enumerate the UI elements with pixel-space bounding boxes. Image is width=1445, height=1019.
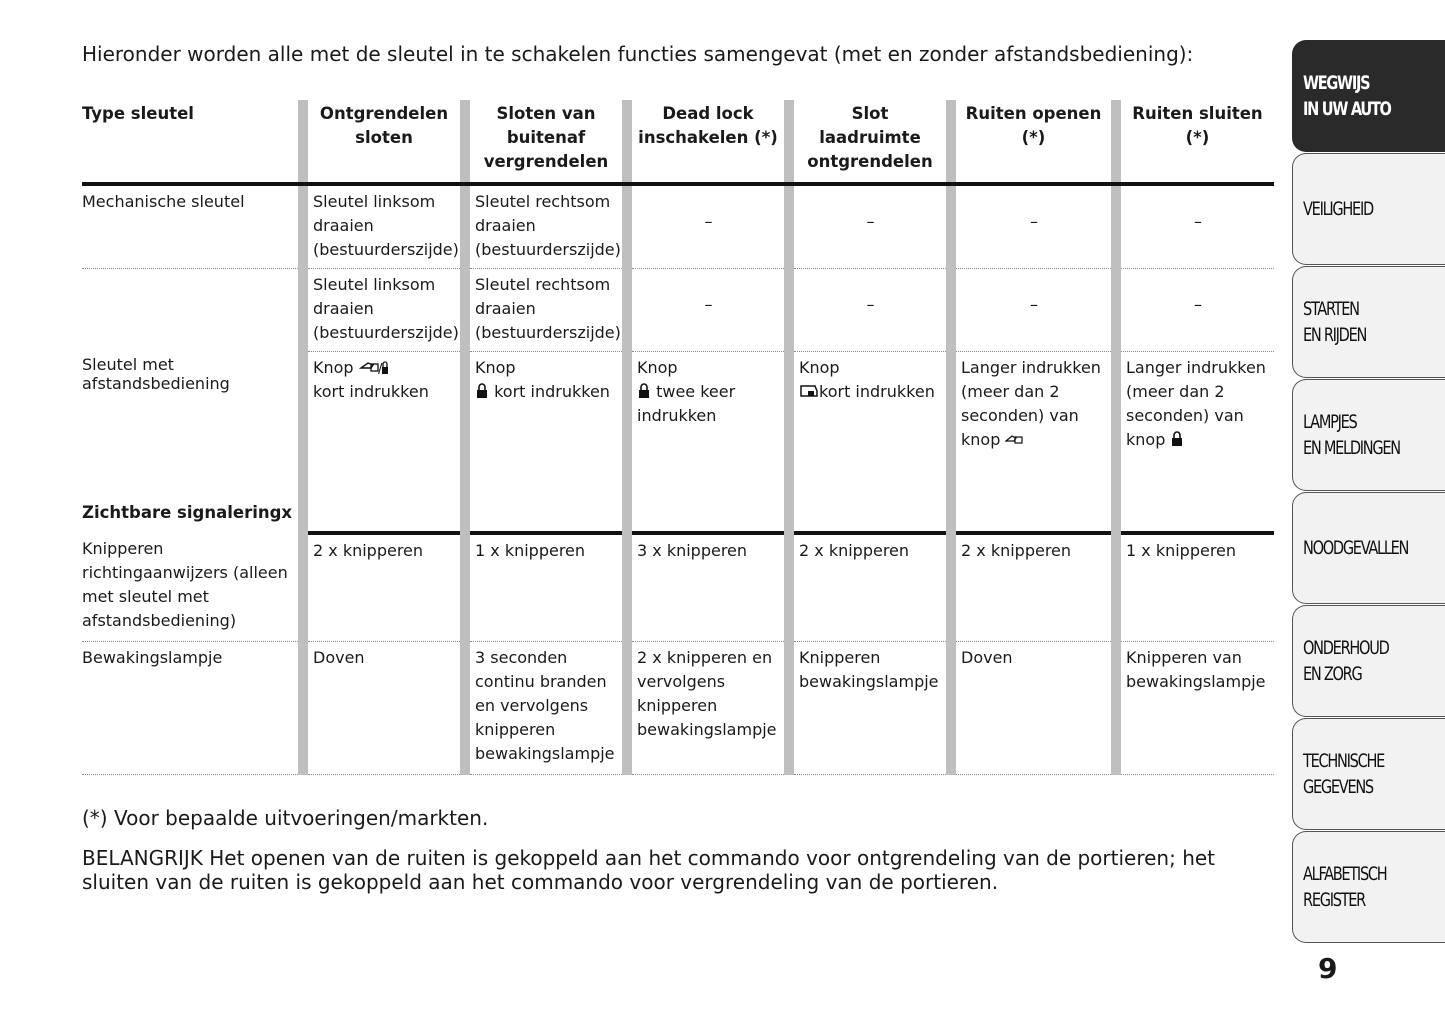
signaling-label: Zichtbare signaleringx bbox=[82, 503, 293, 522]
padlock-icon bbox=[475, 383, 489, 399]
cell-value: Langer indrukken (meer dan 2 seconden) van knop bbox=[1121, 352, 1274, 534]
unlock-key-icon bbox=[1005, 433, 1025, 447]
tab-technische[interactable]: TECHNISCHE GEGEVENS bbox=[1292, 718, 1445, 830]
cell-value: Sleutel rechtsom draaien (bestuurderszijde) bbox=[470, 269, 622, 352]
cell-value: – bbox=[956, 269, 1111, 352]
cell-value: Knop / kort indrukken bbox=[308, 352, 460, 534]
header-windows-open: Ruiten openen (*) bbox=[956, 100, 1111, 184]
trunk-icon bbox=[799, 383, 819, 399]
cell-value: Doven bbox=[308, 642, 460, 775]
cell-value: – bbox=[794, 269, 946, 352]
tab-starten[interactable]: STARTEN EN RIJDEN bbox=[1292, 266, 1445, 378]
row-label-remote-block bbox=[82, 269, 298, 534]
cell-value: Knop kort indrukken bbox=[470, 352, 622, 534]
table-header-row bbox=[82, 100, 1274, 184]
cell-value: Knipperen van bewakingslampje bbox=[1121, 642, 1274, 775]
cell-value: – bbox=[956, 184, 1111, 269]
padlock-icon bbox=[1170, 431, 1184, 447]
cell-value: – bbox=[632, 184, 784, 269]
cell-value: Doven bbox=[956, 642, 1111, 775]
tab-veiligheid[interactable]: VEILIGHEID bbox=[1292, 153, 1445, 265]
cell-value: Langer indrukken (meer dan 2 seconden) van knop bbox=[956, 352, 1111, 534]
cell-value: Knop kort indrukken bbox=[794, 352, 946, 534]
cell-value: 3 seconden continu branden en vervolgens knipperen bewakingslampje bbox=[470, 642, 622, 775]
cell-value: Sleutel linksom draaien (bestuurderszijde) bbox=[308, 184, 460, 269]
tab-noodgevallen[interactable]: NOODGEVALLEN bbox=[1292, 492, 1445, 604]
intro-text: Hieronder worden alle met de sleutel in te schakelen functies samengevat (met en zonder afstandsbediening): bbox=[82, 42, 1194, 66]
table-row bbox=[82, 269, 1274, 352]
footnote: (*) Voor bepaalde uitvoeringen/markten. bbox=[82, 806, 489, 830]
header-unlock: Ontgrendelen sloten bbox=[308, 100, 460, 184]
cell-value: 1 x knipperen bbox=[470, 533, 622, 642]
key-functions-table bbox=[82, 100, 1274, 775]
tab-lampjes[interactable]: LAMPJES EN MELDINGEN bbox=[1292, 379, 1445, 491]
cell-value: 1 x knipperen bbox=[1121, 533, 1274, 642]
header-type: Type sleutel bbox=[82, 100, 298, 184]
cell-value: – bbox=[1121, 269, 1274, 352]
row-label-warning-light: Bewakingslampje bbox=[82, 642, 298, 775]
cell-value: – bbox=[1121, 184, 1274, 269]
page-number: 9 bbox=[1318, 952, 1338, 985]
header-trunk: Slot laadruimte ontgrendelen bbox=[794, 100, 946, 184]
important-note: BELANGRIJK Het openen van de ruiten is gekoppeld aan het commando voor ontgrendeling van de portieren; het sluiten van de ruiten is gekoppeld aan het commando voor vergrendeling van de portieren. bbox=[82, 846, 1216, 894]
header-windows-close: Ruiten sluiten (*) bbox=[1121, 100, 1274, 184]
cell-value: 2 x knipperen bbox=[308, 533, 460, 642]
header-lock: Sloten van buitenaf vergrendelen bbox=[470, 100, 622, 184]
cell-value: – bbox=[632, 269, 784, 352]
header-deadlock: Dead lock inschakelen (*) bbox=[632, 100, 784, 184]
cell-value: Sleutel rechtsom draaien (bestuurderszijde) bbox=[470, 184, 622, 269]
cell-value: 2 x knipperen en vervolgens knipperen bewakingslampje bbox=[632, 642, 784, 775]
row-label-indicators: Knipperen richtingaanwijzers (alleen met sleutel met afstandsbediening) bbox=[82, 533, 298, 642]
tab-onderhoud[interactable]: ONDERHOUD EN ZORG bbox=[1292, 605, 1445, 717]
unlock-key-icon bbox=[359, 359, 389, 375]
cell-value: Knipperen bewakingslampje bbox=[794, 642, 946, 775]
cell-value: 3 x knipperen bbox=[632, 533, 784, 642]
svg-text:/: / bbox=[377, 362, 383, 375]
tab-wegwijs[interactable]: WEGWIJS IN UW AUTO bbox=[1292, 40, 1445, 152]
table-row bbox=[82, 184, 1274, 269]
cell-value: 2 x knipperen bbox=[794, 533, 946, 642]
cell-value: – bbox=[794, 184, 946, 269]
padlock-icon bbox=[637, 383, 651, 399]
row-label-mechanical: Mechanische sleutel bbox=[82, 184, 298, 269]
cell-value: 2 x knipperen bbox=[956, 533, 1111, 642]
cell-value: Knop twee keer indrukken bbox=[632, 352, 784, 534]
row-label-remote: Sleutel met afstandsbediening bbox=[82, 355, 230, 393]
cell-value: Sleutel linksom draaien (bestuurderszijde) bbox=[308, 269, 460, 352]
table-row bbox=[82, 533, 1274, 642]
table-row bbox=[82, 642, 1274, 775]
tab-alfabetisch[interactable]: ALFABETISCH REGISTER bbox=[1292, 831, 1445, 943]
